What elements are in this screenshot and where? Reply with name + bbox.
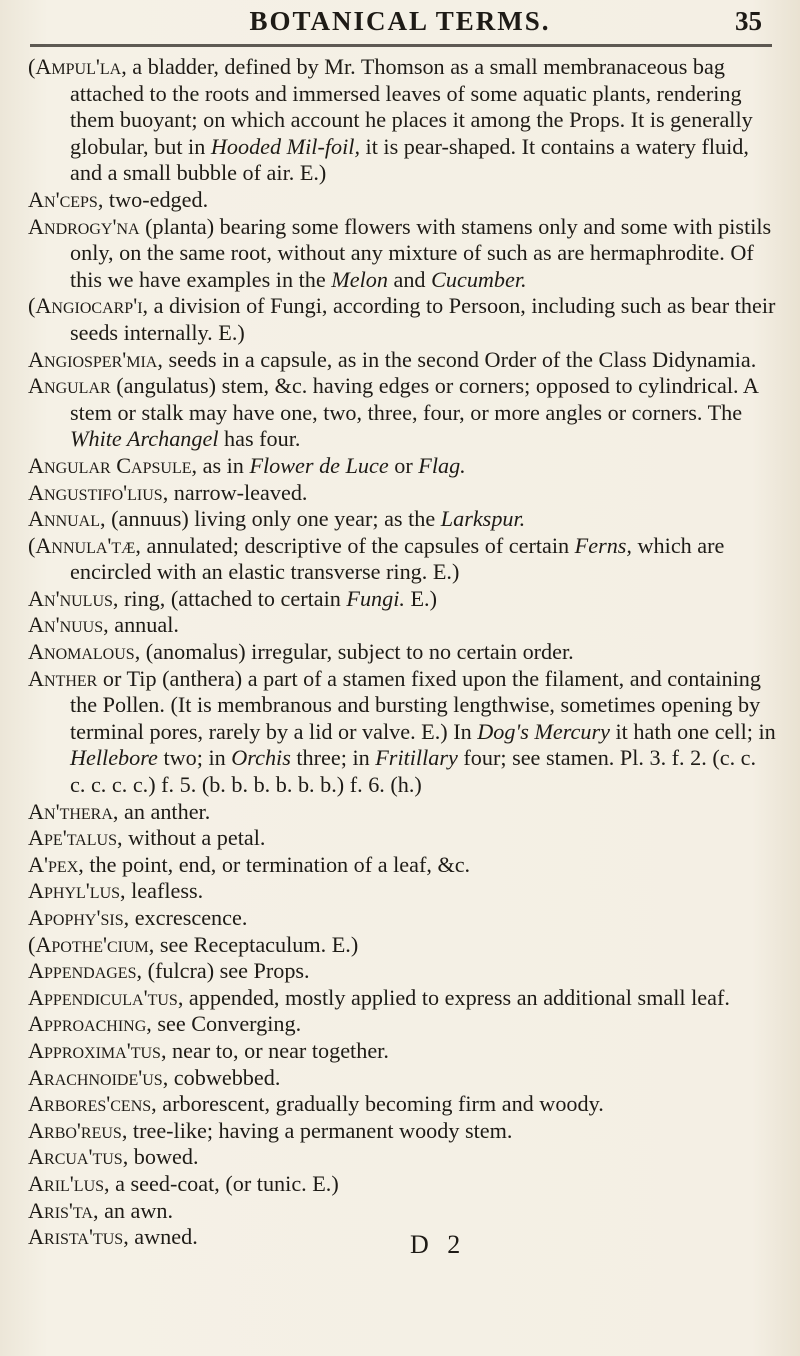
entry-headword: Angiocarp'i [35,293,143,319]
glossary-entry [28,1224,776,1251]
entry-text: , see Converging. [146,1011,302,1037]
entry-headword: Angustifo'lius [28,479,163,505]
glossary-entry [28,1038,776,1065]
entry-italic: Hooded Mil-foil, [210,133,360,159]
glossary-entry [28,187,776,214]
glossary-entry [28,799,776,826]
entry-text: , a division of Fungi, according to Persoon, including such as bear their seeds internally. E.) [70,293,776,345]
entry-text: , near to, or near together. [160,1037,389,1063]
glossary-entry [28,533,776,586]
entry-headword: Arbo'reus [28,1117,122,1143]
glossary-entry [28,852,776,879]
glossary-entry [28,1144,776,1171]
entry-headword: Apophy'sis [28,905,124,930]
glossary-entry [28,666,776,799]
entry-headword: Arbores'cens [28,1091,152,1117]
entry-text: , a seed-coat, (or tunic. E.) [104,1170,339,1196]
entry-headword: Arachnoide'us [28,1064,163,1090]
entry-text: , (fulcra) see Props. [136,958,310,984]
entry-headword: An'nulus [28,585,113,611]
glossary-entry [28,905,776,932]
glossary-entry [28,639,776,666]
entry-text: it hath one cell; in [609,718,776,744]
entry-italic: Melon [331,266,388,292]
entry-prefix: ( [28,532,36,558]
entry-text: , ring, (attached to certain [112,585,347,611]
entry-headword: An'thera [28,798,113,824]
entry-text: two; in [157,745,232,771]
glossary-entries [28,54,776,1251]
entry-text: , appended, mostly applied to express an additional small leaf. [177,984,730,1010]
entry-headword: Aris'ta [28,1197,93,1223]
entry-text: , an anther. [112,798,211,824]
entry-headword: Angiosper'mia [28,346,158,372]
entry-text: (planta) bearing some flowers with stamens only and some with pistils only, on the same root, without any mixture of such as are hermaphrodite. Of this we have examples in the [70,213,772,292]
entry-text: , narrow-leaved. [162,479,308,505]
entry-text: (angulatus) stem, &c. having edges or corners; opposed to cylindrical. A stem or stalk may have one, two, three, four, or more angles or corners. The [70,373,758,425]
entry-text: which are encircled with an elastic transverse ring. E.) [70,532,725,585]
entry-headword: An'ceps [28,186,98,212]
entry-headword: Annual [28,506,101,532]
entry-headword: Approxima'tus [28,1037,161,1063]
entry-italic: Fungi. [346,585,405,611]
glossary-entry [28,985,776,1012]
glossary-entry [28,480,776,507]
entry-text: , the point, end, or termination of a leaf, &c. [78,851,471,877]
running-head: BOTANICAL TERMS. [249,6,551,36]
entry-text: E.) [404,585,437,611]
entry-text: , leafless. [120,878,204,904]
entry-text: four; see stamen. Pl. 3. f. 2. (c. c. c. c. c. c.) f. 5. (b. b. b. b. b. b.) f. 6. (h.) [70,745,757,798]
entry-text: , awned. [123,1224,198,1250]
entry-headword: Aphyl'lus [28,878,121,904]
glossary-entry [28,1198,776,1225]
entry-prefix: ( [28,931,36,957]
entry-text: , cobwebbed. [162,1064,281,1090]
glossary-entry [28,453,776,480]
entry-headword: Approaching [28,1011,147,1037]
entry-headword: An'nuus [28,612,104,638]
glossary-entry [28,1091,776,1118]
entry-italic: Orchis [231,745,291,771]
entry-italic: White Archangel [70,426,219,452]
page-header [0,2,800,52]
entry-text: , arborescent, gradually becoming firm and woody. [151,1091,604,1117]
glossary-entry [28,958,776,985]
entry-italic: Ferns, [574,532,632,558]
page-number: 35 [735,6,762,36]
glossary-entry [28,932,776,959]
entry-text: , seeds in a capsule, as in the second Order of the Class Didynamia. [157,346,757,372]
entry-headword: Angular [28,373,111,399]
entry-text: , without a petal. [116,825,266,851]
glossary-entry [28,825,776,852]
entry-headword: Annula'tæ [35,532,136,558]
entry-text: , excrescence. [123,905,248,930]
entry-headword: Anomalous [28,639,135,665]
glossary-entry [28,347,776,374]
entry-headword: Arista'tus [28,1224,124,1250]
glossary-entry [28,54,776,187]
entry-text: , see Receptaculum. E.) [148,931,359,957]
glossary-entry [28,878,776,905]
glossary-entry [28,214,776,294]
entry-text: , (annuus) living only one year; as the [100,506,441,532]
entry-text: , annulated; descriptive of the capsules of certain [135,532,575,558]
entry-italic: Dog's Mercury [477,718,610,744]
entry-italic: Larkspur. [440,506,526,532]
entry-text: , as in [191,452,250,478]
entry-text: , annual. [103,612,179,638]
glossary-entry [28,586,776,613]
entry-text: , two-edged. [97,186,209,212]
entry-italic: Hellebore [70,745,158,771]
entry-italic: Fritillary [375,745,458,771]
entry-headword: Ampul'la [35,54,122,79]
entry-headword: Appendicula'tus [28,984,178,1010]
glossary-entry [28,1065,776,1092]
entry-text: it is pear-shaped. It contains a watery fluid, and a small bubble of air. E.) [70,133,749,186]
entry-headword: Apothe'cium [35,931,149,957]
entry-headword: Aril'lus [28,1170,105,1196]
entry-italic: Flower de Luce [249,452,389,478]
glossary-entry [28,373,776,453]
entry-headword: Arcua'tus [28,1144,123,1170]
entry-italic: Cucumber. [431,266,527,292]
entry-text: and [387,266,432,292]
entry-text: or Tip (anthera) a part of a stamen fixed upon the filament, and containing the Pollen. (It is membranous and bursting lengthwise, sometimes opening by terminal pores, rarely by a lid or valve. E.) In [70,665,761,744]
entry-headword: Androgy'na [28,213,140,239]
entry-prefix: ( [28,54,36,79]
entry-text: , (anomalus) irregular, subject to no certain order. [134,639,574,665]
entry-headword: Angular Capsule [28,452,192,478]
entry-text: , tree-like; having a permanent woody stem. [121,1117,513,1143]
entry-text: , a bladder, defined by Mr. Thomson as a small membranaceous bag attached to the roots and immersed leaves of some aquatic plants, rendering them buoyant; on which account he places it among the Props. It is generally globular, but in [70,54,753,159]
entry-text: three; in [290,745,376,771]
header-rule [30,44,772,47]
entry-prefix: ( [28,293,36,319]
signature-mark: D 2 [410,1230,467,1259]
glossary-entry [28,1171,776,1198]
entry-headword: Anther [28,665,98,691]
entry-text: , bowed. [122,1144,199,1170]
entry-headword: Ape'talus [28,825,117,851]
glossary-entry [28,1011,776,1038]
glossary-entry [28,612,776,639]
glossary-entry [28,293,776,346]
glossary-entry [28,506,776,533]
entry-text: , an awn. [92,1197,174,1223]
entry-headword: Appendages [28,958,137,984]
entry-headword: A'pex [28,851,79,877]
glossary-entry [28,1118,776,1145]
entry-text: or [388,452,419,478]
entry-text: has four. [218,426,301,452]
entry-italic: Flag. [418,452,466,478]
